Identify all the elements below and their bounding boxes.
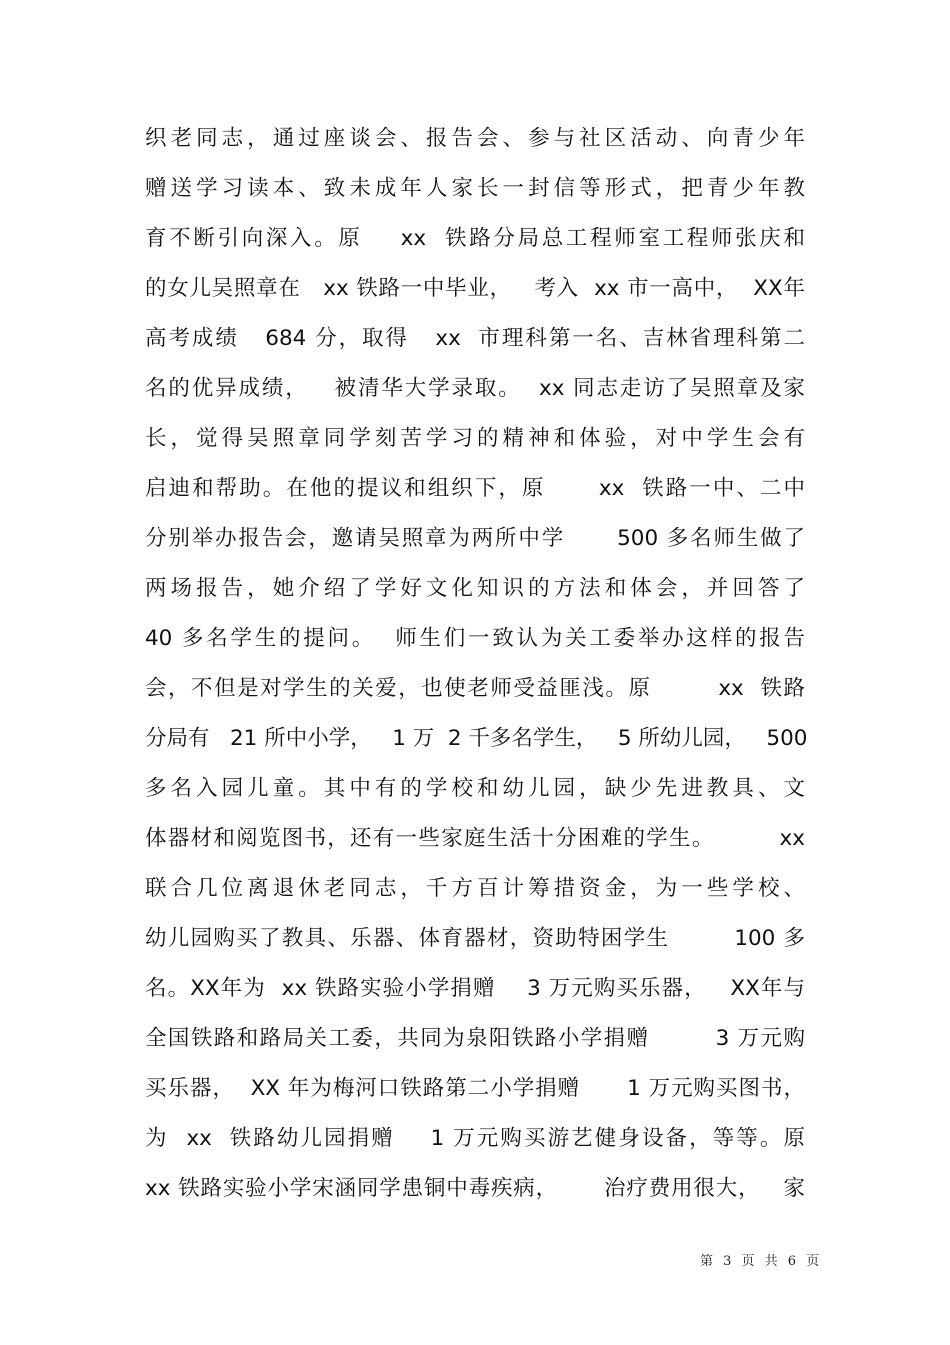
- text-line: 名。XX年为 xx 铁路实验小学捐赠 3 万元购买乐器， XX年与: [145, 976, 805, 1001]
- text-line: 40 多名学生的提问。 师生们一致认为关工委举办这样的报告: [145, 626, 805, 651]
- text-line: 联合几位离退休老同志，千方百计筹措资金，为一些学校、: [145, 876, 805, 901]
- text-line: 的女儿吴照章在 xx 铁路一中毕业， 考入 xx 市一高中， XX年: [145, 276, 805, 301]
- text-line: 买乐器， XX 年为梅河口铁路第二小学捐赠 1 万元购买图书，: [145, 1076, 805, 1101]
- text-line: 全国铁路和路局关工委，共同为泉阳铁路小学捐赠 3 万元购: [145, 1026, 805, 1051]
- text-line: 赠送学习读本、致未成年人家长一封信等形式，把青少年教: [145, 176, 805, 201]
- text-line: 高考成绩 684 分，取得 xx 市理科第一名、吉林省理科第二: [145, 326, 805, 351]
- text-line: 名的优异成绩， 被清华大学录取。 xx 同志走访了吴照章及家: [145, 376, 805, 401]
- text-line: 织老同志，通过座谈会、报告会、参与社区活动、向青少年: [145, 126, 805, 151]
- text-line: 会，不但是对学生的关爱，也使老师受益匪浅。原 xx 铁路: [145, 676, 805, 701]
- text-line: xx 铁路实验小学宋涵同学患铜中毒疾病， 治疗费用很大， 家: [145, 1176, 805, 1201]
- text-line: 体器材和阅览图书，还有一些家庭生活十分困难的学生。 xx: [145, 826, 805, 851]
- text-line: 分局有 21 所中小学， 1 万 2 千多名学生， 5 所幼儿园， 500: [145, 726, 808, 751]
- page-number: 第 3 页 共 6 页: [700, 1254, 821, 1269]
- text-line: 启迪和帮助。在他的提议和组织下，原 xx 铁路一中、二中: [145, 476, 805, 501]
- text-line: 分别举办报告会，邀请吴照章为两所中学 500 多名师生做了: [145, 526, 805, 551]
- text-line: 长，觉得吴照章同学刻苦学习的精神和体验，对中学生会有: [145, 426, 805, 451]
- text-line: 两场报告，她介绍了学好文化知识的方法和体会，并回答了: [145, 576, 805, 601]
- text-line: 育不断引向深入。原 xx 铁路分局总工程师室工程师张庆和: [145, 226, 805, 251]
- text-line: 幼儿园购买了教具、乐器、体育器材，资助特困学生 100 多: [145, 926, 805, 951]
- text-line: 多名入园儿童。其中有的学校和幼儿园，缺少先进教具、文: [145, 776, 805, 801]
- text-line: 为 xx 铁路幼儿园捐赠 1 万元购买游艺健身设备，等等。原: [145, 1126, 805, 1151]
